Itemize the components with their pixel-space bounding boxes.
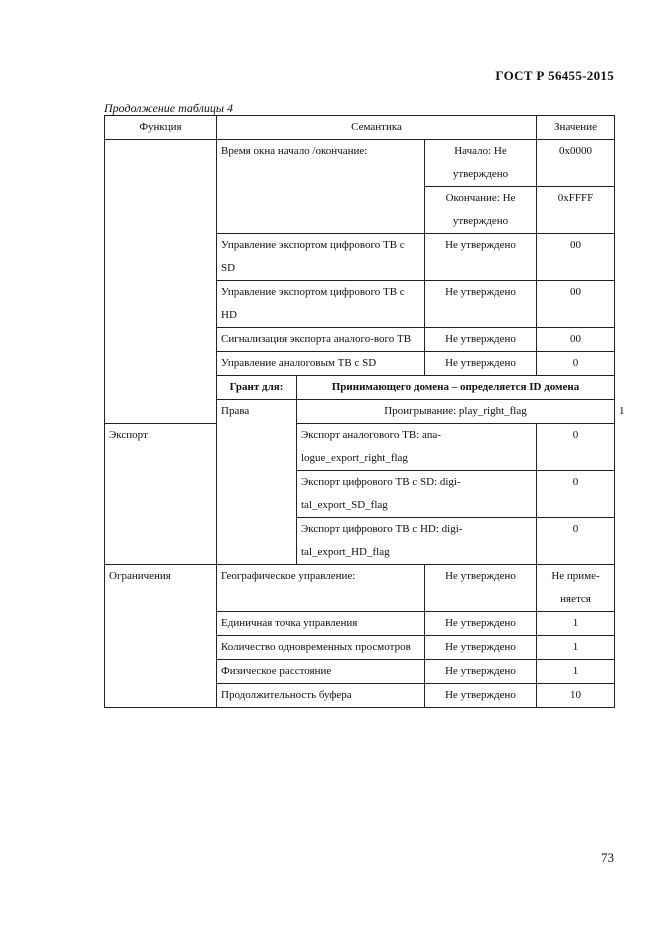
grant-text: Принимающего домена – определяется ID домена	[297, 376, 615, 400]
limit-label: Продолжительность буфера	[217, 684, 425, 708]
limit-status: Не утверждено	[425, 636, 537, 660]
limit-status: Не утверждено	[425, 684, 537, 708]
table-row	[105, 424, 615, 471]
digital-sd-export-label: Экспорт цифрового ТВ с SD: digi-tal_export_SD_flag	[297, 471, 537, 518]
analog-sd-value: 0	[537, 352, 615, 376]
limit-label: Географическое управление:	[217, 565, 425, 612]
limit-label: Количество одновременных просмотров	[217, 636, 425, 660]
limit-status: Не утверждено	[425, 565, 537, 612]
rights-label: Права	[217, 400, 297, 565]
analog-signal-status: Не утверждено	[425, 328, 537, 352]
limit-status: Не утверждено	[425, 660, 537, 684]
grant-label: Грант для:	[217, 376, 297, 400]
digital-hd-export-label: Экспорт цифрового ТВ с HD: digi-tal_export_HD_flag	[297, 518, 537, 565]
export-group-label: Экспорт	[105, 424, 217, 565]
analog-export-label: Экспорт аналогового ТВ: ana-logue_export_right_flag	[297, 424, 537, 471]
document-header: ГОСТ Р 56455-2015	[495, 68, 614, 83]
table-row	[105, 140, 615, 187]
analog-export-value: 0	[537, 424, 615, 471]
function-cell-empty	[105, 140, 217, 424]
window-time-label: Время окна начало /окончание:	[217, 140, 425, 234]
window-start-value: 0x0000	[537, 140, 615, 187]
limits-label: Ограничения	[105, 565, 217, 708]
analog-signal-label: Сигнализация экспорта аналого-вого ТВ	[217, 328, 425, 352]
export-sd-label: Управление экспортом цифрового ТВ с SD	[217, 234, 425, 281]
limit-value: 10	[537, 684, 615, 708]
export-sd-status: Не утверждено	[425, 234, 537, 281]
limit-value: 1	[537, 612, 615, 636]
export-hd-status: Не утверждено	[425, 281, 537, 328]
analog-sd-label: Управление аналоговым ТВ с SD	[217, 352, 425, 376]
header-semantics: Семантика	[217, 116, 537, 140]
limit-label: Физическое расстояние	[217, 660, 425, 684]
limit-value: 1	[537, 636, 615, 660]
play-right-label: Проигрывание: play_right_flag	[297, 400, 615, 424]
window-start-status: Начало: Не утверждено	[425, 140, 537, 187]
limit-label: Единичная точка управления	[217, 612, 425, 636]
data-table	[104, 115, 625, 708]
header-function: Функция	[105, 116, 217, 140]
table-header-row	[105, 116, 615, 140]
table-row: Права Проигрывание: play_right_flag 1	[105, 400, 615, 424]
digital-hd-export-value: 0	[537, 518, 615, 565]
table-row	[105, 565, 615, 612]
export-sd-value: 00	[537, 234, 615, 281]
export-hd-label: Управление экспортом цифрового ТВ с HD	[217, 281, 425, 328]
export-hd-value: 00	[537, 281, 615, 328]
analog-signal-value: 00	[537, 328, 615, 352]
digital-sd-export-value: 0	[537, 471, 615, 518]
limit-value: 1	[537, 660, 615, 684]
analog-sd-status: Не утверждено	[425, 352, 537, 376]
window-end-status: Окончание: Не утверждено	[425, 187, 537, 234]
limit-value: Не приме-няется	[537, 565, 615, 612]
page-number: 73	[601, 850, 614, 865]
limit-status: Не утверждено	[425, 612, 537, 636]
header-value: Значение	[537, 116, 615, 140]
table-caption: Продолжение таблицы 4	[104, 101, 234, 115]
window-end-value: 0xFFFF	[537, 187, 615, 234]
